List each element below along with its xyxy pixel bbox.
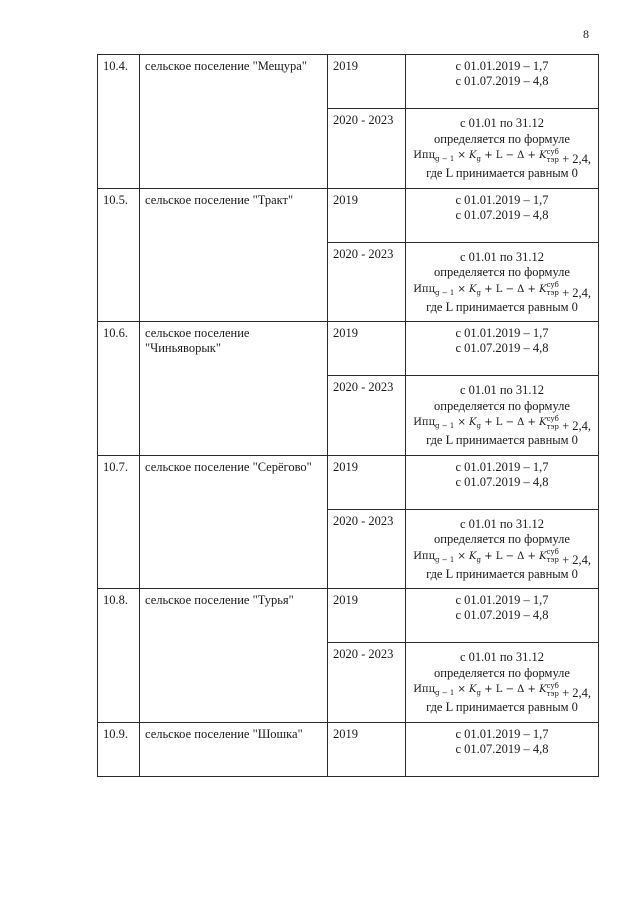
period-range: с 01.01 по 31.12 bbox=[459, 249, 545, 264]
formula-note: где L принимается равным 0 bbox=[426, 700, 578, 714]
formula-note: где L принимается равным 0 bbox=[426, 166, 578, 180]
tariff-value bbox=[406, 589, 599, 643]
formula-tail: + 2,4, bbox=[562, 552, 591, 567]
formula-expression: $Ипц_{g - 1} \times K_g + L - \Delta + K$ суб тэр + 2,4, bbox=[413, 147, 591, 166]
formula-caption: определяется по формуле bbox=[434, 398, 570, 413]
formula-caption: определяется по формуле bbox=[434, 532, 570, 546]
formula-caption: определяется по формуле bbox=[434, 265, 570, 279]
formula-index: g − 1 bbox=[435, 288, 455, 297]
period-range: с 01.01 по 31.12 bbox=[459, 383, 545, 397]
formula-k-sub: g bbox=[476, 555, 482, 564]
formula-prefix: Ипц bbox=[413, 150, 436, 161]
tariff-value bbox=[406, 643, 599, 723]
formula-k-sub: g bbox=[476, 422, 482, 430]
formula-k-ter: K bbox=[539, 283, 547, 295]
period-range: с 01.01 по 31.12 bbox=[459, 116, 545, 130]
formula-prefix: Ипц bbox=[413, 417, 436, 428]
period-year: 2019 bbox=[328, 55, 406, 109]
formula-tail: + 2,4, bbox=[562, 285, 591, 300]
formula-k-ter-sub: тэр bbox=[546, 556, 559, 564]
formula-k-sub: g bbox=[476, 689, 482, 697]
value-line: с 01.07.2019 – 4,8 bbox=[455, 74, 549, 88]
tariff-value bbox=[406, 188, 599, 242]
formula-k: K bbox=[469, 283, 477, 295]
formula-k-ter-sub: тэр bbox=[546, 155, 559, 164]
formula-prefix: Ипц bbox=[413, 550, 436, 562]
formula-k-ter-sub: тэр bbox=[546, 689, 559, 698]
period-year: 2019 bbox=[328, 455, 406, 509]
tariff-value bbox=[406, 509, 599, 589]
formula-k-ter-sup: суб bbox=[546, 281, 559, 289]
formula-note: где L принимается равным 0 bbox=[426, 566, 578, 581]
period-year: 2020 - 2023 bbox=[328, 509, 406, 589]
value-line: с 01.07.2019 – 4,8 bbox=[455, 741, 549, 756]
period-year: 2019 bbox=[328, 589, 406, 643]
period-range: с 01.01 по 31.12 bbox=[459, 650, 545, 664]
formula-k-ter-sub: тэр bbox=[546, 422, 559, 431]
row-number: 10.8. bbox=[98, 589, 140, 723]
formula-k-ter-sub: тэр bbox=[546, 289, 559, 297]
value-line: с 01.07.2019 – 4,8 bbox=[455, 341, 549, 355]
formula-index: g − 1 bbox=[435, 422, 455, 430]
period-year: 2020 - 2023 bbox=[328, 109, 406, 189]
formula-k-ter: K bbox=[539, 417, 547, 428]
formula-prefix: Ипц bbox=[413, 283, 436, 295]
value-line: с 01.07.2019 – 4,8 bbox=[455, 608, 549, 622]
period-year: 2019 bbox=[328, 188, 406, 242]
formula-note: где L принимается равным 0 bbox=[426, 299, 578, 314]
table-row bbox=[98, 322, 599, 376]
formula-tail: + 2,4, bbox=[562, 152, 591, 166]
formula-k-sub: g bbox=[476, 155, 482, 163]
formula-k: K bbox=[469, 417, 477, 428]
formula-tail: + 2,4, bbox=[562, 419, 591, 433]
formula-k-ter: K bbox=[539, 150, 547, 161]
settlement-name: сельское поселение "Шошка" bbox=[140, 722, 328, 776]
formula-expression: $Ипц_{g - 1} \times K_g + L - \Delta + K$ суб тэр + 2,4, bbox=[413, 681, 591, 700]
tariff-table bbox=[97, 54, 599, 777]
period-year: 2019 bbox=[328, 322, 406, 376]
formula-middle: + L − Δ + bbox=[484, 550, 536, 562]
tariff-value bbox=[406, 242, 599, 322]
formula-caption: определяется по формуле bbox=[434, 131, 570, 146]
period-range: с 01.01 по 31.12 bbox=[459, 516, 545, 531]
table-row bbox=[98, 722, 599, 776]
row-number: 10.4. bbox=[98, 55, 140, 189]
formula-expression: $Ипц_{g - 1} \times K_g + L - \Delta + K$ суб тэр + 2,4, bbox=[413, 548, 591, 567]
formula-k-ter-sup: суб bbox=[546, 548, 559, 556]
period-year: 2020 - 2023 bbox=[328, 376, 406, 456]
formula-expression: $Ипц_{g - 1} \times K_g + L - \Delta + K$ суб тэр + 2,4, bbox=[413, 281, 591, 300]
page-number: 8 bbox=[583, 27, 589, 41]
period-year: 2020 - 2023 bbox=[328, 242, 406, 322]
tariff-value bbox=[406, 722, 599, 776]
value-line: с 01.01.2019 – 1,7 bbox=[455, 593, 549, 607]
formula-k-ter: K bbox=[539, 550, 547, 562]
row-number: 10.9. bbox=[98, 722, 140, 776]
tariff-value bbox=[406, 109, 599, 189]
row-number: 10.6. bbox=[98, 322, 140, 456]
formula-k: K bbox=[469, 550, 477, 562]
tariff-value bbox=[406, 322, 599, 376]
formula-index: g − 1 bbox=[435, 689, 455, 697]
value-line: с 01.01.2019 – 1,7 bbox=[455, 459, 549, 474]
formula-caption: определяется по формуле bbox=[434, 665, 570, 680]
value-line: с 01.07.2019 – 4,8 bbox=[455, 207, 549, 222]
formula-index: g − 1 bbox=[435, 155, 455, 163]
formula-prefix: Ипц bbox=[413, 684, 436, 695]
formula-k-ter: K bbox=[539, 684, 547, 695]
formula-k-ter-sup: суб bbox=[546, 414, 559, 423]
formula-expression: $Ипц_{g - 1} \times K_g + L - \Delta + K$ суб тэр + 2,4, bbox=[413, 414, 591, 433]
period-year: 2020 - 2023 bbox=[328, 643, 406, 723]
settlement-name: сельское поселение "Тракт" bbox=[140, 188, 328, 322]
formula-middle: + L − Δ + bbox=[484, 283, 536, 295]
value-line: с 01.01.2019 – 1,7 bbox=[455, 726, 549, 741]
settlement-name: сельское поселение "Мещура" bbox=[140, 55, 328, 189]
tariff-value bbox=[406, 376, 599, 456]
formula-middle: + L − Δ + bbox=[484, 684, 536, 695]
formula-k-sub: g bbox=[476, 288, 482, 297]
value-line: с 01.07.2019 – 4,8 bbox=[455, 474, 549, 489]
formula-note: где L принимается равным 0 bbox=[426, 433, 578, 447]
tariff-value bbox=[406, 455, 599, 509]
row-number: 10.5. bbox=[98, 188, 140, 322]
table-row bbox=[98, 188, 599, 242]
settlement-name: сельское поселение "Серёгово" bbox=[140, 455, 328, 589]
value-line: с 01.01.2019 – 1,7 bbox=[455, 326, 549, 340]
settlement-name: сельское поселение "Турья" bbox=[140, 589, 328, 723]
row-number: 10.7. bbox=[98, 455, 140, 589]
tariff-value bbox=[406, 55, 599, 109]
formula-tail: + 2,4, bbox=[562, 686, 591, 700]
table-row bbox=[98, 55, 599, 109]
period-year: 2019 bbox=[328, 722, 406, 776]
formula-k-ter-sup: суб bbox=[546, 681, 559, 690]
formula-k: K bbox=[469, 684, 477, 695]
table-row bbox=[98, 589, 599, 643]
formula-k-ter-sup: суб bbox=[546, 147, 559, 156]
formula-k: K bbox=[469, 150, 477, 161]
value-line: с 01.01.2019 – 1,7 bbox=[455, 59, 549, 73]
value-line: с 01.01.2019 – 1,7 bbox=[455, 192, 549, 207]
formula-index: g − 1 bbox=[435, 555, 455, 564]
settlement-name: сельское поселение "Чиньяворык" bbox=[140, 322, 328, 456]
formula-middle: + L − Δ + bbox=[484, 150, 536, 161]
formula-middle: + L − Δ + bbox=[484, 417, 536, 428]
table-row bbox=[98, 455, 599, 509]
